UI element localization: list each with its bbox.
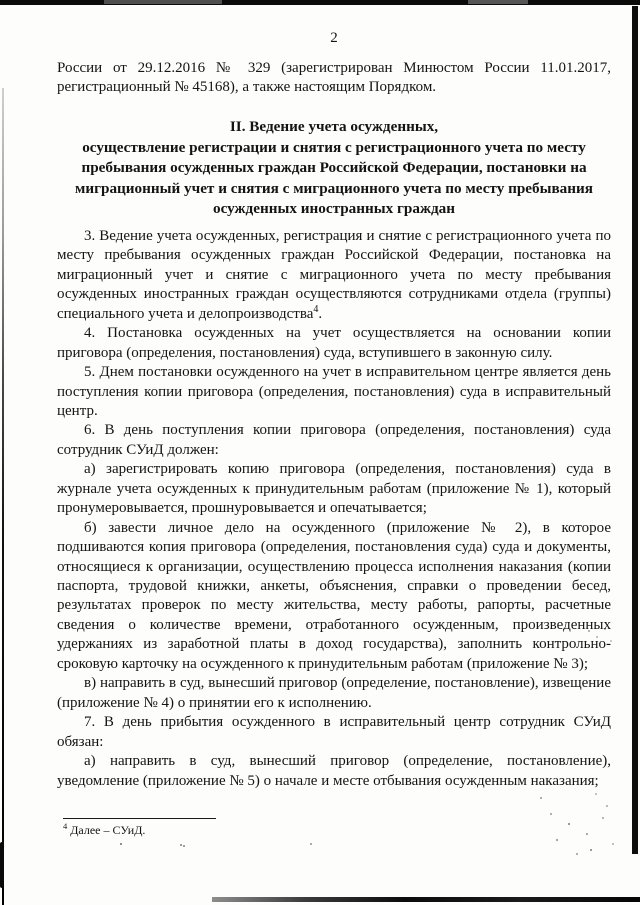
- scan-artifact-left-line: [2, 88, 4, 905]
- scan-noise-speckles: [540, 797, 542, 799]
- footnote-body: Далее – СУиД.: [70, 823, 146, 837]
- scan-noise-speckles: [120, 843, 122, 845]
- footnote-separator-rule: [63, 818, 216, 819]
- paragraph-7: 7. В день прибытия осужденного в исправительный центр сотрудник СУиД обязан:: [57, 714, 611, 750]
- scan-artifact-top-bar-light-2: [468, 0, 528, 4]
- paragraph-3: [57, 227, 611, 324]
- footnote-reference-mark: 4: [313, 303, 319, 315]
- scan-artifact-right-bar: [632, 6, 638, 854]
- document-content: [57, 30, 611, 791]
- section-heading: [57, 117, 611, 220]
- paragraph-3-text: 3. Ведение учета осужденных, регистрация и снятие с регистрационного учета по месту пребывания осужденных граждан Российской Федерации, постановка на миграционный учет и снятие с миграционного учета по месту пребывания осужденных иностранных граждан осуществляются сотрудниками отдела (группы) специального учета и делопроизводства: [57, 227, 611, 322]
- paragraph-6: 6. В день поступления копии приговора (определения, постановления) суда сотрудник СУиД должен:: [57, 422, 611, 458]
- footnote-ref-number: 4: [63, 821, 68, 831]
- paragraph-5: 5. Днем постановки осужденного на учет в исправительном центре является день поступления копии приговора (определения, постановления) суда в исправительный центр.: [57, 364, 611, 419]
- heading-line-5: осужденных иностранных граждан: [213, 200, 455, 218]
- paragraph-7-item-a: а) направить в суд, вынесший приговор (определение, постановление), уведомление (приложение № 5) о начале и месте отбывания осужденным наказания;: [57, 753, 611, 789]
- heading-line-3: пребывания осужденных граждан Российской Федерации, постановки на: [81, 159, 587, 177]
- intro-paragraph: России от 29.12.2016 № 329 (зарегистрирован Минюстом России 11.01.2017, регистрационный № 45168), а также настоящим Порядком.: [57, 60, 611, 96]
- footnote-block: [63, 818, 563, 837]
- heading-line-1: II. Ведение учета осужденных,: [229, 117, 439, 135]
- paragraph-6-item-b: б) завести личное дело на осужденного (приложение № 2), в которое подшиваются копия приговора (определения, постановления суда) суда и документы, относящиеся к организации, осуществлению процесса исполнения наказания (копии паспорта, трудовой книжки, анкеты, объяснения, справки о проведении бесед, результатах проверок по месту жительства, месту работы, рапорты, расчетные сведения о количестве времени, отработанного осужденным, произведенных удержаниях из заработной платы в доход государства), заполнить контрольно-сроковую карточку на осужденного к принудительным работам (приложение № 3);: [57, 519, 611, 672]
- heading-line-4: миграционный учет и снятия с миграционного учета по месту пребывания: [75, 179, 593, 197]
- scan-artifact-top-bar: [0, 0, 640, 5]
- scan-artifact-bottom-bar: [212, 897, 640, 902]
- paragraph-6-item-a: а) зарегистрировать копию приговора (определения, постановления) суда в журнале учета осужденных к принудительным работам (приложение № 1), который пронумеровывается, прошнуровывается и опечатывается;: [57, 461, 611, 517]
- paragraph-4: 4. Постановка осужденных на учет осуществляется на основании копии приговора (определения, постановления) суда, вступившего в законную силу.: [57, 325, 611, 361]
- scan-artifact-top-bar-light: [104, 0, 222, 4]
- paragraph-6-item-v: в) направить в суд, вынесший приговор (определение, постановление), извещение (приложение № 4) о принятии его к исполнению.: [57, 675, 611, 711]
- page-number: 2: [330, 30, 338, 46]
- heading-line-2: осуществление регистрации и снятия с регистрационного учета по месту: [82, 138, 586, 156]
- paragraph-3-tail: .: [318, 305, 323, 322]
- scan-artifact-left-blob: [0, 842, 4, 888]
- footnote-text: [63, 823, 563, 837]
